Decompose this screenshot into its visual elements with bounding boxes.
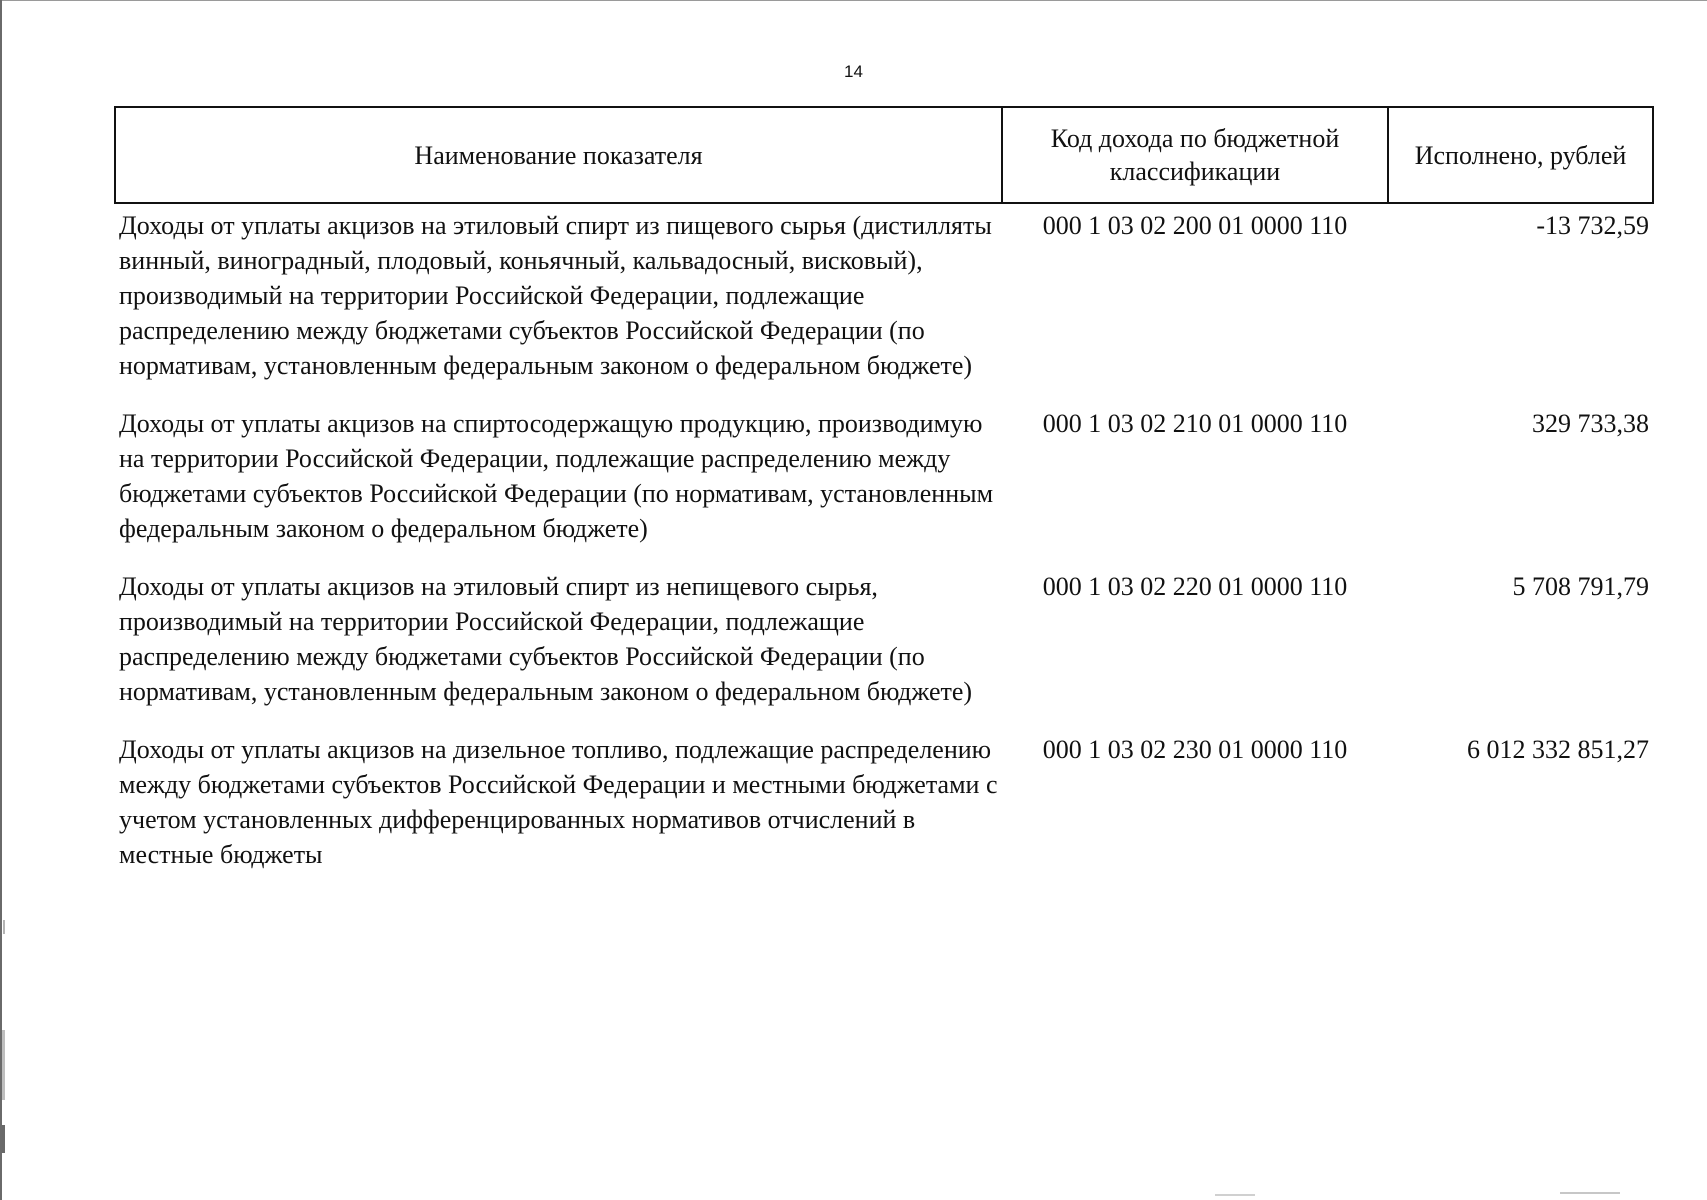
table-row: [115, 406, 1653, 569]
page-number: 14: [844, 62, 863, 81]
scan-artifact: [1215, 1194, 1255, 1196]
table-row: [115, 732, 1653, 895]
header-income-code: Код дохода по бюджетной классификации: [1002, 107, 1388, 203]
scan-artifact: [2, 1030, 5, 1100]
header-executed-amount: Исполнено, рублей: [1388, 107, 1653, 203]
scan-artifact: [3, 920, 5, 934]
page-left-edge: [0, 0, 2, 1200]
executed-amount-cell: 6 012 332 851,27: [1467, 735, 1649, 764]
income-code-cell: 000 1 03 02 220 01 0000 110: [1042, 572, 1348, 601]
revenue-table: [114, 106, 1654, 895]
table-row: [115, 203, 1653, 406]
scan-artifact: [1560, 1192, 1620, 1194]
executed-amount-cell: -13 732,59: [1536, 211, 1649, 240]
table-header-row: [115, 107, 1653, 203]
indicator-name-cell: Доходы от уплаты акцизов на дизельное топливо, подлежащие распределению между бюджетами субъектов Российской Федерации и местными бюджетами с учетом установленных дифференцированных нормативов отчислений в местные бюджеты: [119, 735, 998, 869]
indicator-name-cell: Доходы от уплаты акцизов на этиловый спирт из пищевого сырья (дистилляты винный, виноградный, плодовый, коньячный, кальвадосный, висковый), производимый на территории Российской Федерации, подлежащие распределению между бюджетами субъектов Российской Федерации (по нормативам, установленным федеральным законом о федеральном бюджете): [119, 211, 992, 380]
indicator-name-cell: Доходы от уплаты акцизов на этиловый спирт из непищевого сырья, производимый на территории Российской Федерации, подлежащие распределению между бюджетами субъектов Российской Федерации (по нормативам, установленным федеральным законом о федеральном бюджете): [119, 572, 973, 706]
income-code-cell: 000 1 03 02 230 01 0000 110: [1042, 735, 1348, 764]
table-row: [115, 569, 1653, 732]
indicator-name-cell: Доходы от уплаты акцизов на спиртосодержащую продукцию, производимую на территории Российской Федерации, подлежащие распределению между бюджетами субъектов Российской Федерации (по нормативам, установленным федеральным законом о федеральном бюджете): [119, 409, 994, 543]
page-top-edge: [0, 0, 1707, 1]
executed-amount-cell: 329 733,38: [1532, 409, 1649, 438]
scan-artifact: [2, 1125, 5, 1153]
income-code-cell: 000 1 03 02 210 01 0000 110: [1042, 409, 1348, 438]
executed-amount-cell: 5 708 791,79: [1512, 572, 1649, 601]
income-code-cell: 000 1 03 02 200 01 0000 110: [1042, 211, 1348, 240]
header-indicator-name: Наименование показателя: [115, 107, 1002, 203]
